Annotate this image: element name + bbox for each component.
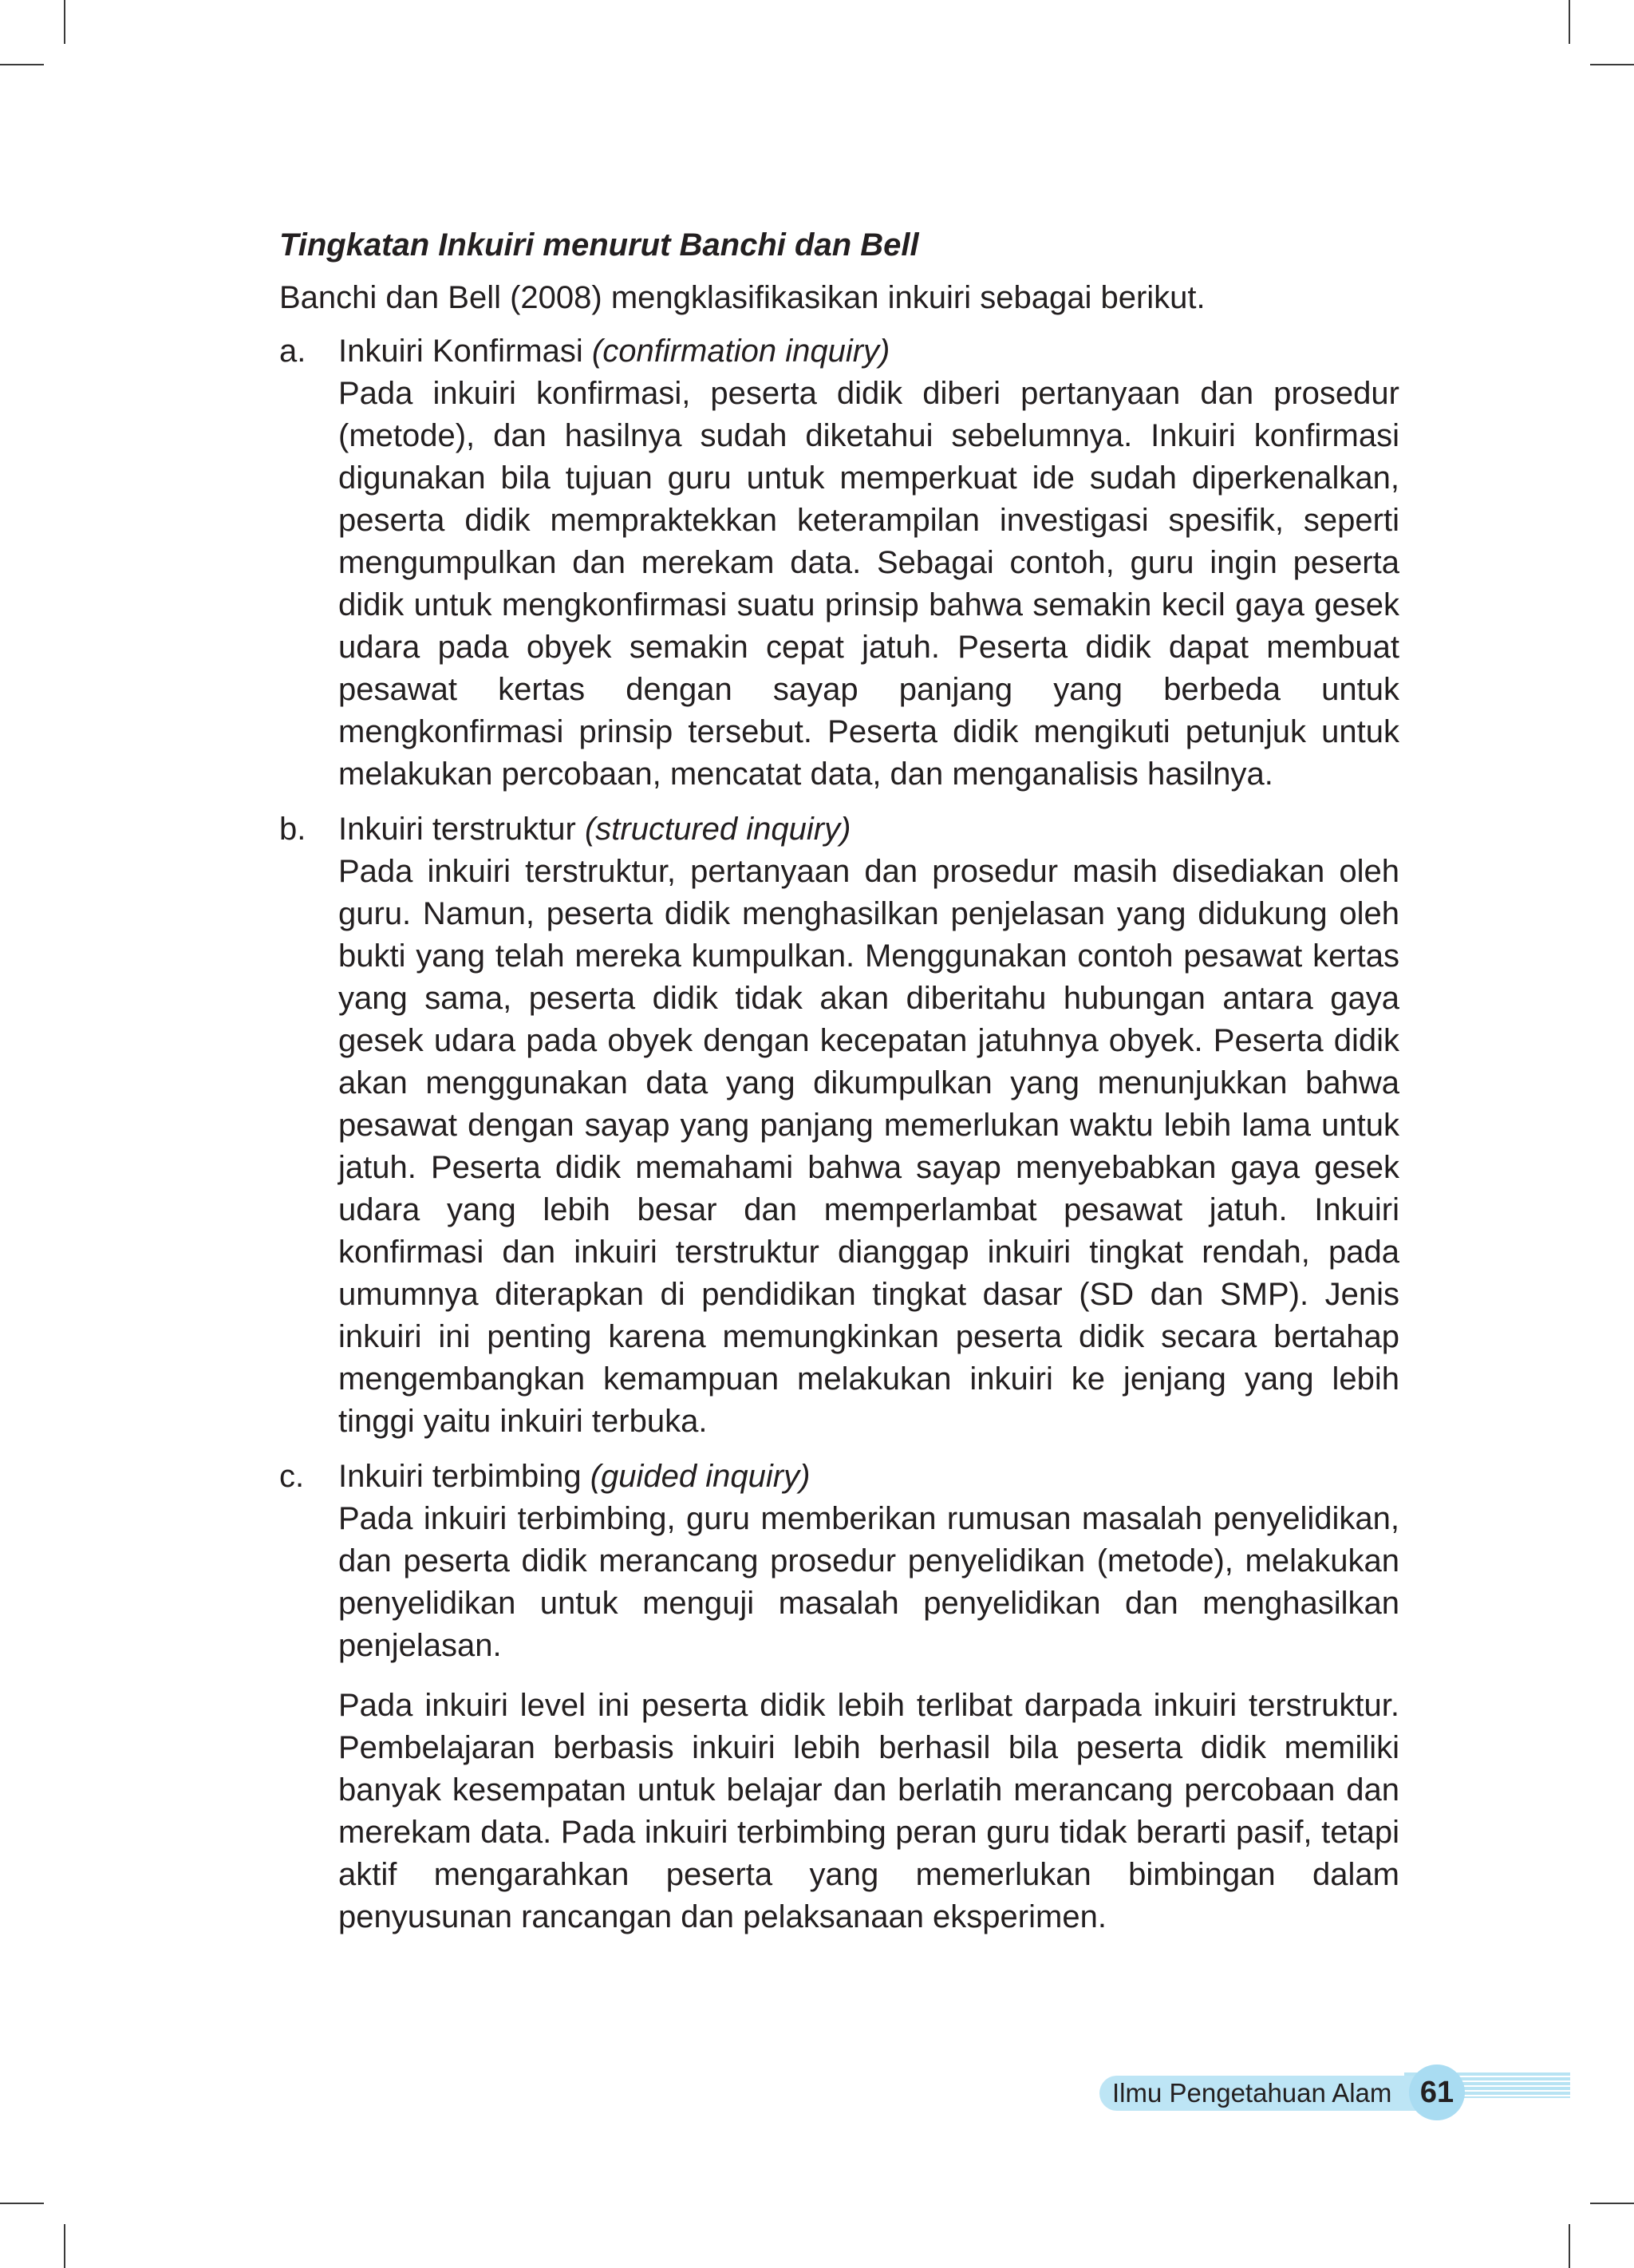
page-number: 61 xyxy=(1419,2076,1454,2109)
item-paragraph: Pada inkuiri terbimbing, guru memberikan rumusan masalah penyelidikan, dan peserta didik merancang prosedur penyelidikan (metode), melakukan penyelidikan untuk menguji masalah penyelidikan dan menghasilkan penjelasan. xyxy=(338,1501,1399,1663)
intro-text: Banchi dan Bell (2008) mengklasifikasikan inkuiri sebagai berikut. xyxy=(279,280,1206,315)
list-marker: b. xyxy=(279,812,306,847)
item-subtitle: (confirmation inquiry) xyxy=(591,334,890,369)
crop-mark xyxy=(0,64,44,65)
item-title xyxy=(338,808,1399,851)
crop-mark xyxy=(64,0,65,44)
crop-mark xyxy=(64,2224,65,2268)
crop-mark xyxy=(1569,0,1570,44)
item-paragraph: Pada inkuiri terstruktur, pertanyaan dan prosedur masih disediakan oleh guru. Namun, peserta didik menghasilkan penjelasan yang didukung oleh bukti yang telah mereka kumpulkan. Menggunakan contoh pesawat kertas yang sama, peserta didik tidak akan diberitahu hubungan antara gaya gesek udara pada obyek dengan kecepatan jatuhnya obyek. Peserta didik akan menggunakan data yang dikumpulkan yang menunjukkan bahwa pesawat dengan sayap yang panjang memerlukan waktu lebih lama untuk jatuh. Peserta didik memahami bahwa sayap menyebabkan gaya gesek udara yang lebih besar dan memperlambat pesawat jatuh. Inkuiri konfirmasi dan inkuiri terstruktur dianggap inkuiri tingkat rendah, pada umumnya diterapkan di pendidikan tingkat dasar (SD dan SMP). Jenis inkuiri ini penting karena memungkinkan peserta didik secara bertahap mengembangkan kemampuan melakukan inkuiri ke jenjang yang lebih tinggi yaitu inkuiri terbuka. xyxy=(338,854,1399,1439)
item-title-text: Inkuiri terstruktur xyxy=(338,812,576,847)
list-item-c xyxy=(279,1456,1399,1938)
item-subtitle: (structured inquiry) xyxy=(584,812,851,847)
section-heading: Tingkatan Inkuiri menurut Banchi dan Bell xyxy=(279,227,919,263)
item-paragraph: Pada inkuiri konfirmasi, peserta didik diberi pertanyaan dan prosedur (metode), dan hasilnya sudah diketahui sebelumnya. Inkuiri konfirmasi digunakan bila tujuan guru untuk memperkuat ide sudah diperkenalkan, peserta didik mempraktekkan keterampilan investigasi spesifik, seperti mengumpulkan dan merekam data. Sebagai contoh, guru ingin peserta didik untuk mengkonfirmasi suatu prinsip bahwa semakin kecil gaya gesek udara pada obyek semakin cepat jatuh. Peserta didik dapat membuat pesawat kertas dengan sayap panjang yang berbeda untuk mengkonfirmasi prinsip tersebut. Peserta didik mengikuti petunjuk untuk melakukan percobaan, mencatat data, dan menganalisis hasilnya. xyxy=(338,376,1399,792)
crop-mark xyxy=(1569,2224,1570,2268)
crop-mark xyxy=(1590,2203,1634,2204)
item-title-text: Inkuiri terbimbing xyxy=(338,1459,582,1494)
list-marker: a. xyxy=(279,334,306,369)
item-subtitle: (guided inquiry) xyxy=(590,1459,811,1494)
item-title xyxy=(338,330,1399,373)
list-marker: c. xyxy=(279,1459,305,1494)
item-title-text: Inkuiri Konfirmasi xyxy=(338,334,583,369)
footer-book-title: Ilmu Pengetahuan Alam xyxy=(1112,2078,1392,2108)
list-item-b xyxy=(279,808,1399,1443)
crop-mark xyxy=(1590,64,1634,65)
crop-mark xyxy=(0,2203,44,2204)
list-item-a xyxy=(279,330,1399,796)
item-title xyxy=(338,1456,1399,1498)
page-content xyxy=(279,223,1399,1951)
item-paragraph: Pada inkuiri level ini peserta didik lebih terlibat darpada inkuiri terstruktur. Pembelajaran berbasis inkuiri lebih berhasil bila peserta didik memiliki banyak kesempatan untuk belajar dan berlatih merancang percobaan dan merekam data. Pada inkuiri terbimbing peran guru tidak berarti pasif, tetapi aktif mengarahkan peserta yang memerlukan bimbingan dalam penyusunan rancangan dan pelaksanaan eksperimen. xyxy=(338,1688,1399,1934)
